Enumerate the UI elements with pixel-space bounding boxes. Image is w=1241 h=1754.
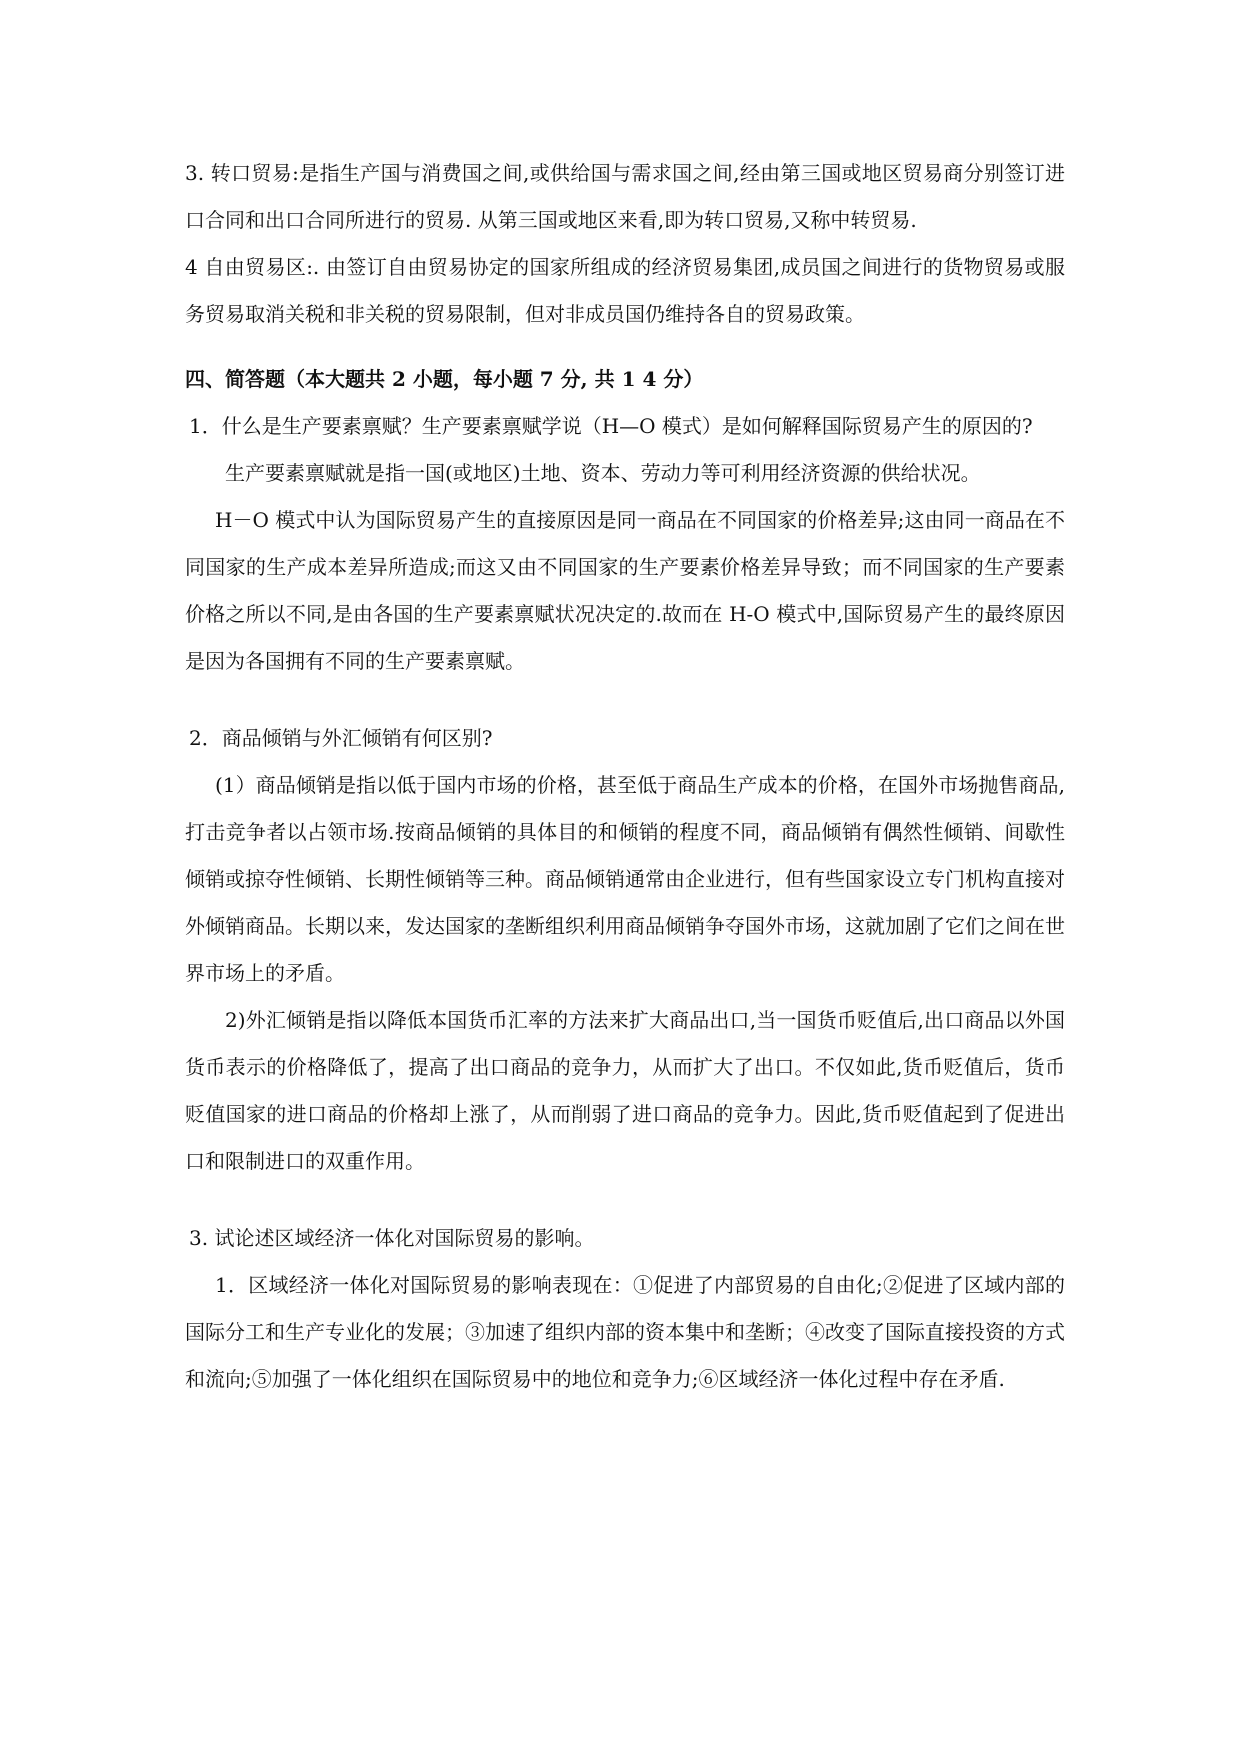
answer-1-paragraph: 生产要素禀赋就是指一国(或地区)土地、资本、劳动力等可利用经济资源的供给状况。 [225, 461, 981, 485]
question-2: 2．商品倾销与外汇倾销有何区别? [189, 726, 493, 750]
question-1: 1．什么是生产要素禀赋？生产要素禀赋学说（H—O 模式）是如何解释国际贸易产生的原因的? [189, 414, 1033, 438]
document-page [185, 150, 1065, 1403]
question-3: 3. 试论述区域经济一体化对国际贸易的影响。 [189, 1226, 595, 1250]
section-heading: 四、简答题（本大题共 2 小题，每小题 7 分, 共 1 4 分） [185, 367, 704, 391]
definition-entrepot-trade: 3. 转口贸易:是指生产国与消费国之间,或供给国与需求国之间,经由第三国或地区贸易商分别签订进口合同和出口合同所进行的贸易. 从第三国或地区来看,即为转口贸易,又称中转贸易. [185, 161, 1065, 232]
answer-2-paragraph: (1）商品倾销是指以低于国内市场的价格，甚至低于商品生产成本的价格，在国外市场抛售商品,打击竞争者以占领市场.按商品倾销的具体目的和倾销的程度不同，商品倾销有偶然性倾销、间歇性倾销或掠夺性倾销、长期性倾销等三种。商品倾销通常由企业进行，但有些国家设立专门机构直接对外倾销商品。长期以来，发达国家的垄断组织利用商品倾销争夺国外市场，这就加剧了它们之间在世界市场上的矛盾。 [185, 773, 1065, 985]
spacer [185, 685, 1065, 715]
answer-3-paragraph: 1．区域经济一体化对国际贸易的影响表现在：①促进了内部贸易的自由化;②促进了区域内部的国际分工和生产专业化的发展；③加速了组织内部的资本集中和垄断；④改变了国际直接投资的方式和流向;⑤加强了一体化组织在国际贸易中的地位和竞争力;⑥区域经济一体化过程中存在矛盾. [185, 1273, 1065, 1391]
definition-free-trade-area: 4 自由贸易区:. 由签订自由贸易协定的国家所组成的经济贸易集团,成员国之间进行的货物贸易或服务贸易取消关税和非关税的贸易限制，但对非成员国仍维持各自的贸易政策。 [185, 255, 1065, 326]
spacer [185, 1185, 1065, 1215]
answer-2-paragraph: 2)外汇倾销是指以降低本国货币汇率的方法来扩大商品出口,当一国货币贬值后,出口商品以外国货币表示的价格降低了，提高了出口商品的竞争力，从而扩大了出口。不仅如此,货币贬值后，货币贬值国家的进口商品的价格却上涨了，从而削弱了进口商品的竞争力。因此,货币贬值起到了促进出口和限制进口的双重作用。 [185, 1008, 1065, 1173]
answer-1-paragraph: H－O 模式中认为国际贸易产生的直接原因是同一商品在不同国家的价格差异;这由同一商品在不同国家的生产成本差异所造成;而这又由不同国家的生产要素价格差异导致；而不同国家的生产要素价格之所以不同,是由各国的生产要素禀赋状况决定的.故而在 H-O 模式中,国际贸易产生的最终原因是因为各国拥有不同的生产要素禀赋。 [185, 508, 1065, 673]
